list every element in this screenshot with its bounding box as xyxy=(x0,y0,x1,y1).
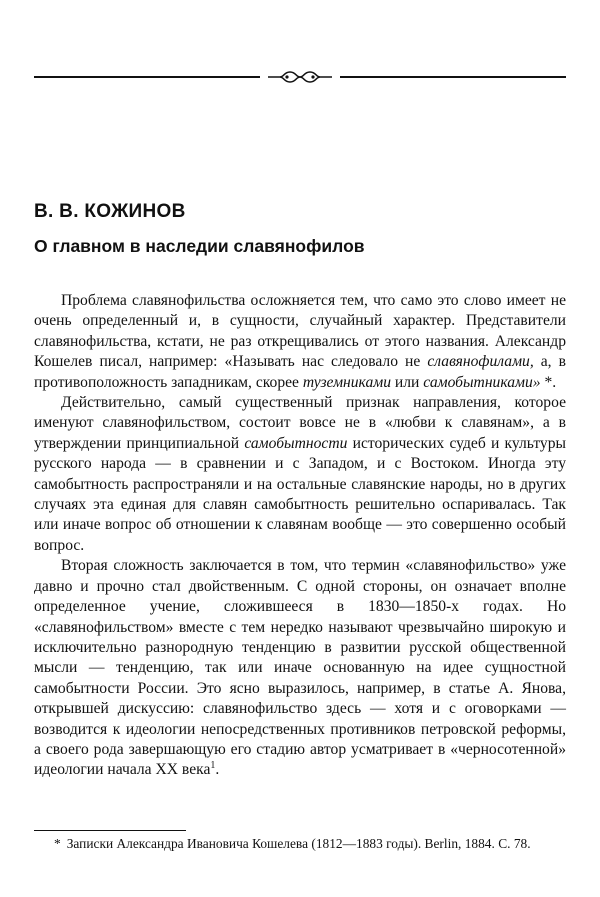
footnote-text: Записки Александра Ивановича Кошелева (1812—1883 годы). Berlin, 1884. С. 78. xyxy=(66,836,531,851)
endnote-reference: 1 xyxy=(210,760,216,772)
article-body xyxy=(34,291,566,781)
footnote-mark: * xyxy=(54,836,61,851)
footnote-reference: *. xyxy=(540,373,557,391)
footnote-divider xyxy=(34,830,186,831)
divider-line-right xyxy=(340,76,566,78)
article-title: О главном в наследии славянофилов xyxy=(34,236,365,256)
scroll-ornament-icon xyxy=(266,70,334,84)
author-heading: В. В. КОЖИНОВ xyxy=(34,201,186,222)
paragraph-2: Действительно, самый существенный признак направления, которое именуют славянофильством, состоит вовсе не в «любви к славянам», а в утверждении принципиальной самобытности исторических судеб и культуры русского народа — в сравнении и с Западом, и с Востоком. Иногда эту самобытность распространяли и на остальные славянские народы, но в других случаях эта единая для славян самобытность решительно оспаривалась. Так или иначе вопрос об отношении к славянам вообще — это совершенно особый вопрос. xyxy=(34,394,566,554)
paragraph-1: Проблема славянофильства осложняется тем, что само это слово имеет не очень определенный и, в сущности, случайный характер. Представители славянофильства, кстати, не раз открещивались от этого названия. Александр Кошелев писал, например: «Называть нас следовало не славянофилами, а, в противоположность западникам, скорее туземниками или самобытниками» *. xyxy=(34,292,566,391)
paragraph-3: Вторая сложность заключается в том, что термин «славянофильство» уже давно и прочно стал двойственным. С одной стороны, он означает вполне определенное учение, сложившееся в 1830—1850-х годах. Но «славянофильством» вместе с тем нередко называют чрезвычайно широкую и исключительно разнородную тенденцию в развитии русской общественной мысли — тенденцию, так или иначе основанную на идее сущностной самобытности России. Это ясно выразилось, например, в статье А. Янова, открывшей дискуссию: славянофильство здесь — хотя и с оговорками — возводится к идеологии непосредственных противников петровской реформы, а своего рода завершающую его стадию автор усматривает в «черносотенной» идеологии начала XX века$^1$. xyxy=(34,557,566,779)
ornamental-divider xyxy=(34,70,566,84)
divider-line-left xyxy=(34,76,260,78)
footnote xyxy=(54,835,566,854)
